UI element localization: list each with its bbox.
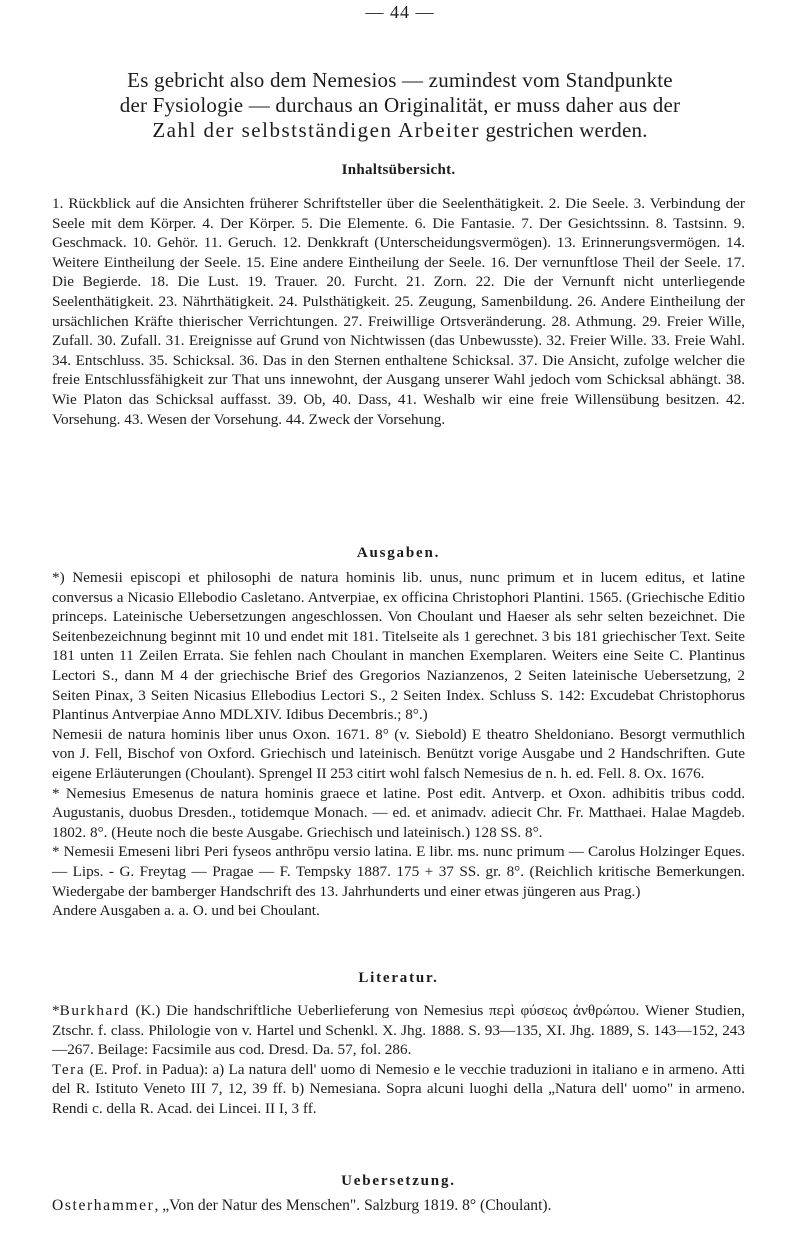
asterisk-marker: *: [52, 1002, 60, 1019]
page-number: — 44 —: [365, 2, 435, 22]
intro-line-end: gestrichen werden.: [480, 118, 648, 142]
literatur-heading: Literatur.: [358, 970, 439, 986]
edition-entry: Andere Ausgaben a. a. O. und bei Choulant.: [52, 902, 320, 920]
uebersetzung-heading: Uebersetzung.: [341, 1173, 456, 1189]
intro-line: [52, 118, 748, 143]
intro-paragraph: [52, 68, 748, 143]
toc-section: [52, 194, 745, 429]
toc-text: 1. Rückblick auf die Ansichten früherer Schriftsteller über die Seelenthätigkeit. 2. Die Seele. 3. Verbindung der Seele mit dem Körper. 4. Der Körper. 5. Die Elemente. 6. Die Fantasie. 7. Der Gesichtssinn. 8. Tastsinn. 9. Geschmack. 10. Gehör. 11. Geruch. 12. Denkkraft (Unterscheidungsvermögen). 13. Erinnerungsvermögen. 14. Weitere Eintheilung der Seele. 15. Eine andere Eintheilung der Seele. 16. Der vernunftlose Theil der Seele. 17. Die Begierde. 18. Die Lust. 19. Trauer. 20. Furcht. 21. Zorn. 22. Die der Vernunft nicht unterliegende Seelenthätigkeit. 23. Nährthätigkeit. 24. Pulsthätigkeit. 25. Zeugung, Samenbildung. 26. Andere Eintheilung der ursächlichen Kräfte thierischer Verrichtungen. 27. Freiwillige Ortsveränderung. 28. Athmung. 29. Freier Wille, Zufall. 30. Zufall. 31. Ereignisse auf Grund von Nichtwissen (das Unbewusste). 32. Freier Wille. 33. Freie Wahl. 34. Entschluss. 35. Schicksal. 36. Das in den Sternen enthaltene Schicksal. 37. Die Ansicht, zufolge welcher die freie Entschlussfähigkeit zur That uns innewohnt, der Ausgang unserer Wahl jedoch vom Schicksal abhängt. 38. Wie Platon das Schicksal auffasst. 39. Ob, 40. Dass, 41. Weshalb wir eine freie Willensübung besitzen. 42. Vorsehung. 43. Wesen der Vorsehung. 44. Zweck der Vorsehung.: [52, 195, 745, 428]
author-name: Tera: [52, 1060, 86, 1078]
author-name: Osterhammer: [52, 1197, 155, 1214]
intro-emphasis: Zahl der selbstständigen Arbeiter: [152, 118, 480, 142]
literature-entry: [52, 1001, 745, 1060]
ausgaben-section: [52, 568, 745, 921]
literatur-section: [52, 1001, 745, 1119]
toc-heading: Inhaltsübersicht.: [341, 162, 456, 178]
edition-entry: Nemesii de natura hominis liber unus Oxon. 1671. 8° (v. Siebold) E theatro Sheldoniano. Besorgt vermuthlich von J. Fell, Bischof von Oxford. Griechisch und lateinisch. Benützt vorige Ausgabe und 2 Handschriften. Gute eigene Erläuterungen (Choulant). Sprengel II 253 citirt wohl falsch Nemesius de n. h. ed. Fell. 8. Ox. 1676.: [52, 725, 745, 782]
entry-text: , „Von der Natur des Menschen". Salzburg 1819. 8° (Choulant).: [154, 1197, 552, 1214]
intro-line: Es gebricht also dem Nemesios — zumindest vom Standpunkte: [127, 68, 673, 92]
edition-entry: * Nemesii Emeseni libri Peri fyseos anthrōpu versio latina. E libr. ms. nunc primum — Carolus Holzinger Eques. — Lips. - G. Freytag — Pragae — F. Tempsky 1887. 175 + 37 SS. gr. 8°. (Reichlich kritische Bemerkungen. Wiedergabe der bamberger Handschrift des 13. Jahrhunderts und einer etwas jüngeren aus Prag.): [52, 843, 745, 900]
author-name: Burkhard: [59, 1002, 130, 1019]
ausgaben-heading: Ausgaben.: [356, 545, 441, 561]
edition-entry: *) Nemesii episcopi et philosophi de natura hominis lib. unus, nunc primum et in lucem editus, et latine conversus a Nicasio Ellebodio Casletano. Antverpiae, ex officina Christophori Plantini. 1565. (Griechische Editio princeps. Lateinische Uebersetzungen angeschlossen. Von Choulant und Haeser als sehr selten bezeichnet. Die Seitenbezeichnung beginnt mit 10 und endet mit 181. Titelseite als 1 gerechnet. 3 bis 181 griechischer Text. Seite 181 unten 11 Zeilen Errata. Sie fehlen nach Choulant in manchen Exemplaren. Weiters eine Seite C. Plantinus Lectori S., dann M 4 der griechische Brief des Gregorios Nazianzenos, 2 Seiten lateinische Uebersetzung, 2 Seiten Pinax, 3 Seiten Nicasius Ellebodius Lectori S., 2 Seiten Index. Schluss S. 142: Excudebat Christophorus Plantinus Antverpiae Anno MDLXIV. Idibus Decembris.; 8°.): [52, 569, 745, 724]
edition-entry: * Nemesius Emesenus de natura hominis graece et latine. Post edit. Antverp. et Oxon. adhibitis tribus codd. Augustanis, duobus Dresden., totidemque Monach. — ed. et animadv. adiecit Chr. Fr. Matthaei. Halae Magdeb. 1802. 8°. (Heute noch die beste Ausgabe. Griechisch und lateinisch.) 128 SS. 8°.: [52, 784, 745, 841]
literature-entry: [52, 1060, 745, 1119]
uebersetzung-section: [52, 1196, 745, 1216]
entry-text: (K.) Die handschriftliche Ueberlieferung von Nemesius περὶ φύσεως ἀνθρώπου. Wiener Studien, Ztschr. f. class. Philologie von v. Hartel und Schenkl. X. Jhg. 1888. S. 93—135, XI. Jhg. 1889, S. 143—152, 243—267. Beilage: Facsimile aus cod. Dresd. Da. 57, fol. 286.: [52, 1002, 745, 1059]
intro-line: der Fysiologie — durchaus an Originalität, er muss daher aus der: [119, 93, 681, 117]
entry-text: (E. Prof. in Padua): a) La natura dell' uomo di Nemesio e le vecchie traduzioni in italiano e in armeno. Atti del R. Istituto Veneto III 7, 12, 39 ff. b) Nemesiana. Sopra alcuni luoghi della „Natura dell' uomo" in armeno. Rendi c. della R. Acad. dei Lincei. II I, 3 ff.: [52, 1060, 745, 1117]
translation-entry: [52, 1196, 745, 1216]
